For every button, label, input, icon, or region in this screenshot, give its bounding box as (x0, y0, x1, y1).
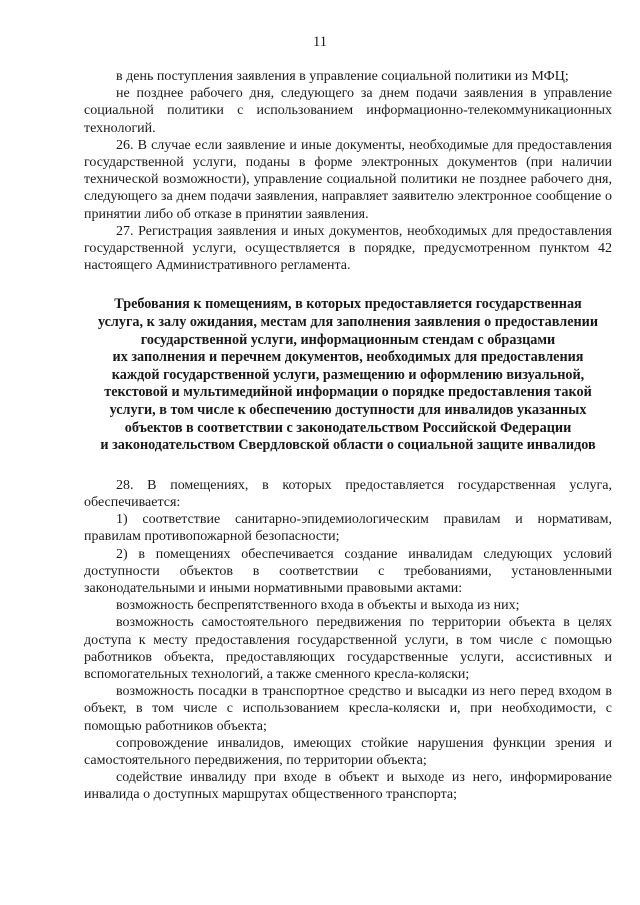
paragraph-28: 28. В помещениях, в которых предоставляется государственная услуга, обеспечивается: (84, 477, 612, 510)
heading-line: услуги, в том числе к обеспечению доступности для инвалидов указанных (109, 402, 587, 418)
paragraph-28-item-1: 1) соответствие санитарно-эпидемиологическим правилам и нормативам, правилам противопожарной безопасности; (84, 512, 612, 545)
heading-line: государственной услуги, информационным стендам с образцами (140, 331, 556, 348)
heading-line: текстовой и мультимедийной информации о порядке предоставления такой (104, 384, 592, 401)
paragraph-27: 27. Регистрация заявления и иных документов, необходимых для предоставления государственной услуги, осуществляется в порядке, предусмотренном пунктом 42 настоящего Административного регламента. (84, 223, 612, 274)
paragraph-mfc-day: в день поступления заявления в управление социальной политики из МФЦ; (116, 69, 569, 84)
section-28 (84, 477, 612, 804)
heading-line: услуга, к залу ожидания, местам для заполнения заявления о предоставлении (97, 314, 599, 331)
paragraph-accessibility-assistance: содействие инвалиду при входе в объект и выходе из него, информирование инвалида о доступных маршрутах общественного транспорта; (84, 770, 612, 803)
heading-line: Требования к помещениям, в которых предоставляется государственная (114, 296, 582, 313)
paragraph-accessibility-transport: возможность посадки в транспортное средство и высадки из него перед входом в объект, в том числе с использованием кресла-коляски и, при необходимости, с помощью работников объекта; (84, 684, 612, 734)
paragraph-next-working-day: не позднее рабочего дня, следующего за днем подачи заявления в управление социальной политики с использованием информационно-телекоммуникационных технологий. (84, 86, 612, 136)
heading-line: каждой государственной услуги, размещению и оформлению визуальной, (111, 366, 585, 383)
heading-line: объектов в соответствии с законодательством Российской Федерации (124, 419, 572, 436)
heading-line: их заполнения и перечнем документов, необходимых для предоставления (112, 349, 584, 366)
paragraph-26: 26. В случае если заявление и иные документы, необходимые для предоставления государственной услуги, поданы в форме электронных документов (при наличии технической возможности), управление социальной политики не позднее рабочего дня, следующего за днем подачи заявления, направляет заявителю электронное сообщение о принятии либо об отказе в принятии заявления. (84, 137, 612, 222)
heading-line: и законодательством Свердловской области о социальной защите инвалидов (100, 437, 596, 454)
paragraph-28-item-2: 2) в помещениях обеспечивается создание инвалидам следующих условий доступности объектов в соответствии с требованиями, установленными законодательными и иными нормативными правовыми актами: (84, 546, 612, 596)
paragraph-accessibility-entry: возможность беспрепятственного входа в объекты и выхода из них; (116, 598, 520, 614)
document-body (84, 68, 612, 804)
section-heading (84, 296, 612, 454)
paragraph-accessibility-escort: сопровождение инвалидов, имеющих стойкие нарушения функции зрения и самостоятельного передвижения, по территории объекта; (84, 735, 612, 769)
paragraph-accessibility-movement: возможность самостоятельного передвижения по территории объекта в целях доступа к месту предоставления государственной услуги, в том числе с помощью работников объекта, предоставляющих государственные услуги, ассистивных и вспомогательных технологий, а также сменного кресла-коляски; (84, 615, 612, 683)
page-number: 11 (313, 34, 327, 50)
